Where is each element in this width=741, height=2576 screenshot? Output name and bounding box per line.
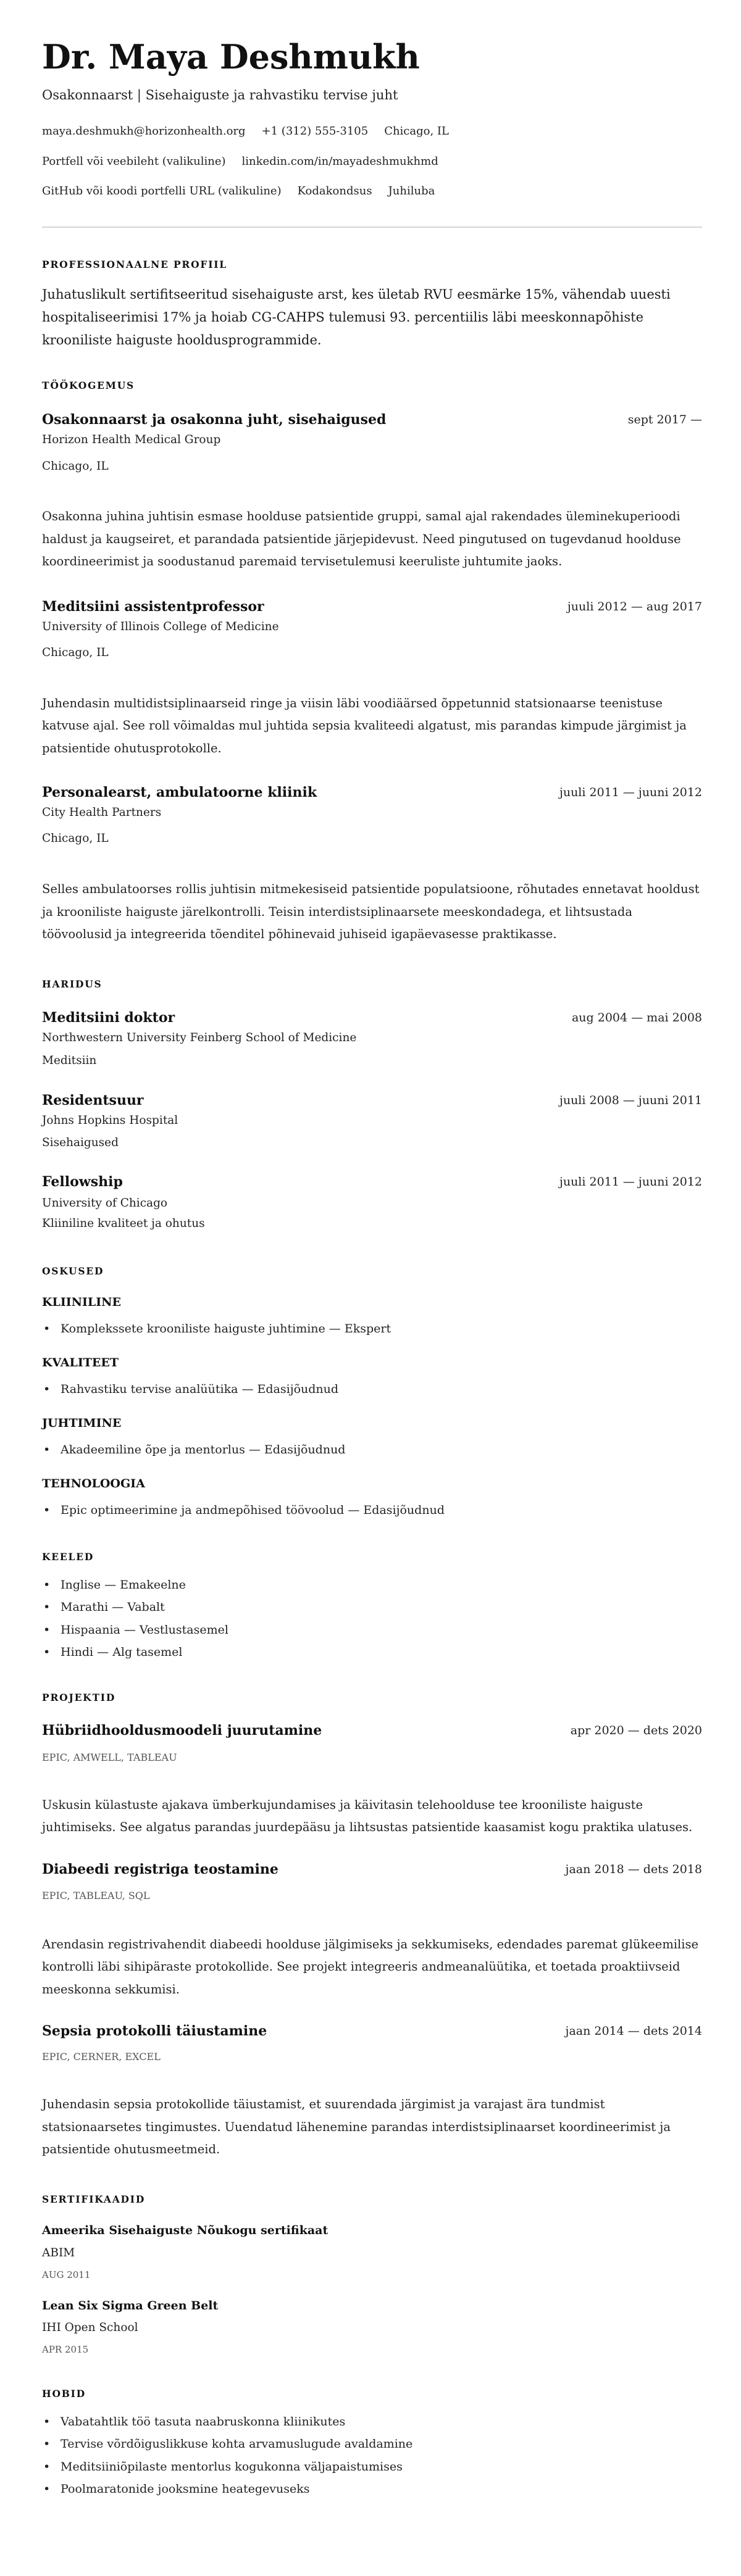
education-entry (42, 1091, 702, 1152)
field-of-study: Meditsiin (42, 1053, 97, 1067)
school: University of Chicago (42, 1196, 168, 1210)
contact-row (42, 152, 702, 171)
degree: Meditsiini doktor (42, 1009, 175, 1026)
skill-list (42, 1319, 702, 1338)
hobby-item: • Poolmaratonide jooksmine heategevuseks (42, 2478, 702, 2501)
job-dates: sept 2017 — (627, 413, 702, 426)
hobby-item: • Meditsiiniõpilaste mentorlus kogukonna väljapaistumises (42, 2456, 702, 2478)
project-dates: jaan 2014 — dets 2014 (565, 2024, 702, 2038)
candidate-name: Dr. Maya Deshmukh (42, 37, 420, 77)
skill-item: • Akadeemiline õpe ja mentorlus — Edasijõudnud (42, 1440, 702, 1459)
degree: Fellowship (42, 1173, 123, 1190)
certification-entry (42, 2297, 702, 2356)
project-entry (42, 1721, 702, 1839)
education-section (42, 978, 702, 1232)
field-of-study: Sisehaigused (42, 1136, 119, 1149)
project-tech: EPIC, AMWELL, TABLEAU (42, 1751, 177, 1763)
language-list (42, 1574, 702, 1664)
section-heading: PROFESSIONAALNE PROFIIL (42, 259, 227, 270)
experience-section (42, 380, 702, 946)
experience-entry (42, 783, 702, 946)
section-heading: KEELED (42, 1550, 94, 1563)
skill-list (42, 1380, 702, 1398)
skill-list (42, 1501, 702, 1519)
hobby-item: • Tervise võrdõiguslikkuse kohta arvamuslugude avaldamine (42, 2433, 702, 2456)
project-entry (42, 2022, 702, 2161)
skill-item: • Komplekssete krooniliste haiguste juhtimine — Ekspert (42, 1319, 702, 1338)
language-item: • Marathi — Vabalt (42, 1596, 702, 1619)
company: City Health Partners (42, 806, 162, 819)
projects-section (42, 1692, 702, 2161)
section-heading: HOBID (42, 2387, 86, 2399)
job-title: Meditsiini assistentprofessor (42, 598, 264, 615)
education-dates: aug 2004 — mai 2008 (571, 1010, 702, 1024)
project-tech: EPIC, TABLEAU, SQL (42, 1889, 150, 1901)
certification-date: APR 2015 (42, 2343, 89, 2355)
project-description: Arendasin registrivahendit diabeedi hoolduse jälgimiseks ja sekkumiseks, edendades paremat glükeemilise kontrolli läbi sihipäraste protokollide. See projekt integreeris andmeanalüütika, et toetada proaktiivseid meeskonna sekkumisi. (42, 1937, 699, 1996)
drivers-license: Juhiluba (388, 185, 435, 197)
degree: Residentsuur (42, 1092, 144, 1108)
hobby-item: • Vabatahtlik töö tasuta naabruskonna kliinikutes (42, 2411, 702, 2433)
company: Horizon Health Medical Group (42, 433, 221, 446)
hobbies-section (42, 2388, 702, 2501)
skill-list (42, 1440, 702, 1459)
profile-section (42, 259, 702, 352)
header-divider (42, 226, 702, 228)
project-title: Hübriidhooldusmoodeli juurutamine (42, 1722, 322, 1739)
job-title: Osakonnaarst ja osakonna juht, sisehaigused (42, 412, 387, 428)
section-heading: TÖÖKOGEMUS (42, 380, 135, 391)
certification-title: Lean Six Sigma Green Belt (42, 2298, 219, 2312)
job-dates: juuli 2012 — aug 2017 (567, 599, 702, 613)
section-heading: SERTIFIKAADID (42, 2193, 146, 2205)
language-item: • Inglise — Emakeelne (42, 1574, 702, 1597)
experience-entry (42, 597, 702, 760)
education-dates: juuli 2008 — juuni 2011 (559, 1093, 702, 1107)
contact-row (42, 182, 702, 201)
certifications-section (42, 2193, 702, 2356)
job-location: Chicago, IL (42, 646, 109, 659)
skill-item: • Rahvastiku tervise analüütika — Edasijõudnud (42, 1380, 702, 1398)
job-location: Chicago, IL (42, 460, 109, 473)
job-description: Juhendasin multidistsiplinaarseid ringe ja viisin läbi voodiäärsed õppetunnid statsionaarse teenistuse katvuse ajal. See roll võimaldas mul juhtida sepsia kvaliteedi algatust, mis parandas kimpude järgimist ja patsientide ohutusprotokolle. (42, 696, 687, 755)
languages-section (42, 1551, 702, 1664)
job-dates: juuli 2011 — juuni 2012 (559, 786, 702, 799)
certification-entry (42, 2222, 702, 2282)
job-description: Osakonna juhina juhtisin esmase hoolduse patsientide gruppi, samal ajal rakendades üleminekuperioodi haldust ja kaugseiret, et parandada patsientide järjepidevust. Need pingutused on tugevdanud hoolduse koordineerimist ja soodustanud paremaid tervisetulemusi keeruliste juhtumite jaoks. (42, 509, 681, 568)
job-title: Personalearst, ambulatoorne kliinik (42, 784, 317, 800)
skill-category: KVALITEET (42, 1355, 119, 1369)
hobby-list (42, 2411, 702, 2501)
education-entry (42, 1173, 702, 1232)
certification-title: Ameerika Sisehaiguste Nõukogu sertifikaat (42, 2223, 329, 2237)
certification-date: AUG 2011 (42, 2269, 91, 2280)
school: Northwestern University Feinberg School of Medicine (42, 1031, 357, 1044)
citizenship: Kodakondsus (297, 185, 372, 197)
resume-header (42, 37, 702, 201)
email-link[interactable]: maya.deshmukh@horizonhealth.org (42, 125, 246, 138)
project-entry (42, 1860, 702, 2001)
education-dates: juuli 2011 — juuni 2012 (559, 1174, 702, 1189)
project-dates: jaan 2018 — dets 2018 (565, 1862, 702, 1876)
certification-issuer: ABIM (42, 2246, 75, 2259)
company: University of Illinois College of Medicine (42, 620, 279, 633)
certification-issuer: IHI Open School (42, 2320, 138, 2334)
experience-entry (42, 410, 702, 573)
school: Johns Hopkins Hospital (42, 1113, 178, 1127)
skill-category: JUHTIMINE (42, 1416, 122, 1430)
section-heading: HARIDUS (42, 978, 103, 990)
job-description: Selles ambulatoorses rollis juhtisin mitmekesiseid patsientide populatsioone, rõhutades ennetavat hooldust ja krooniliste haiguste järelkontrolli. Teisin interdistsiplinaarsete meeskondadega, et lihtsustada töövoolusid ja integreerida tõenditel põhinevaid juhiseid igapäevasesse praktikasse. (42, 882, 700, 941)
section-heading: PROJEKTID (42, 1691, 116, 1703)
skill-category: TEHNOLOOGIA (42, 1476, 145, 1490)
skill-item: • Epic optimeerimine ja andmepõhised töövoolud — Edasijõudnud (42, 1501, 702, 1519)
candidate-headline: Osakonnaarst | Sisehaiguste ja rahvastiku tervise juht (42, 88, 398, 102)
linkedin-link[interactable]: linkedin.com/in/mayadeshmukhmd (241, 155, 438, 168)
language-item: • Hispaania — Vestlustasemel (42, 1619, 702, 1642)
project-tech: EPIC, CERNER, EXCEL (42, 2051, 161, 2063)
location: Chicago, IL (384, 125, 449, 138)
phone: +1 (312) 555-3105 (261, 125, 369, 138)
section-heading: OSKUSED (42, 1265, 104, 1277)
project-title: Diabeedi registriga teostamine (42, 1861, 278, 1877)
project-description: Uskusin külastuste ajakava ümberkujundamises ja käivitasin telehoolduse tee krooniliste haiguste juhtimiseks. See algatus parandas juurdepääsu ja lihtsustas patsientide kaasamist kogu praktika ulatuses. (42, 1797, 693, 1834)
language-item: • Hindi — Alg tasemel (42, 1641, 702, 1664)
job-location: Chicago, IL (42, 832, 109, 845)
skill-category: KLIINILINE (42, 1295, 121, 1309)
education-entry (42, 1008, 702, 1070)
project-dates: apr 2020 — dets 2020 (570, 1723, 702, 1737)
project-title: Sepsia protokolli täiustamine (42, 2023, 267, 2039)
field-of-study: Kliiniline kvaliteet ja ohutus (42, 1216, 205, 1230)
contact-row (42, 122, 702, 141)
github-link[interactable]: GitHub või koodi portfelli URL (valikuline) (42, 185, 282, 197)
project-description: Juhendasin sepsia protokollide täiustamist, et suurendada järgimist ja varajast ära tundmist statsionaarsetes tingimustes. Uuendatud lähenemine parandas interdistsiplinaarset koordineerimist ja patsientide ohutusmeetmeid. (42, 2097, 671, 2156)
profile-text: Juhatuslikult sertifitseeritud sisehaiguste arst, kes ületab RVU eesmärke 15%, vähendab uuesti hospitaliseerimisi 17% ja hoiab CG-CAHPS tulemusi 93. percentiilis läbi meeskonnapõhiste krooniliste haiguste hooldusprogrammide. (42, 287, 671, 347)
skills-section (42, 1265, 702, 1519)
portfolio-link[interactable]: Portfell või veebileht (valikuline) (42, 155, 226, 168)
